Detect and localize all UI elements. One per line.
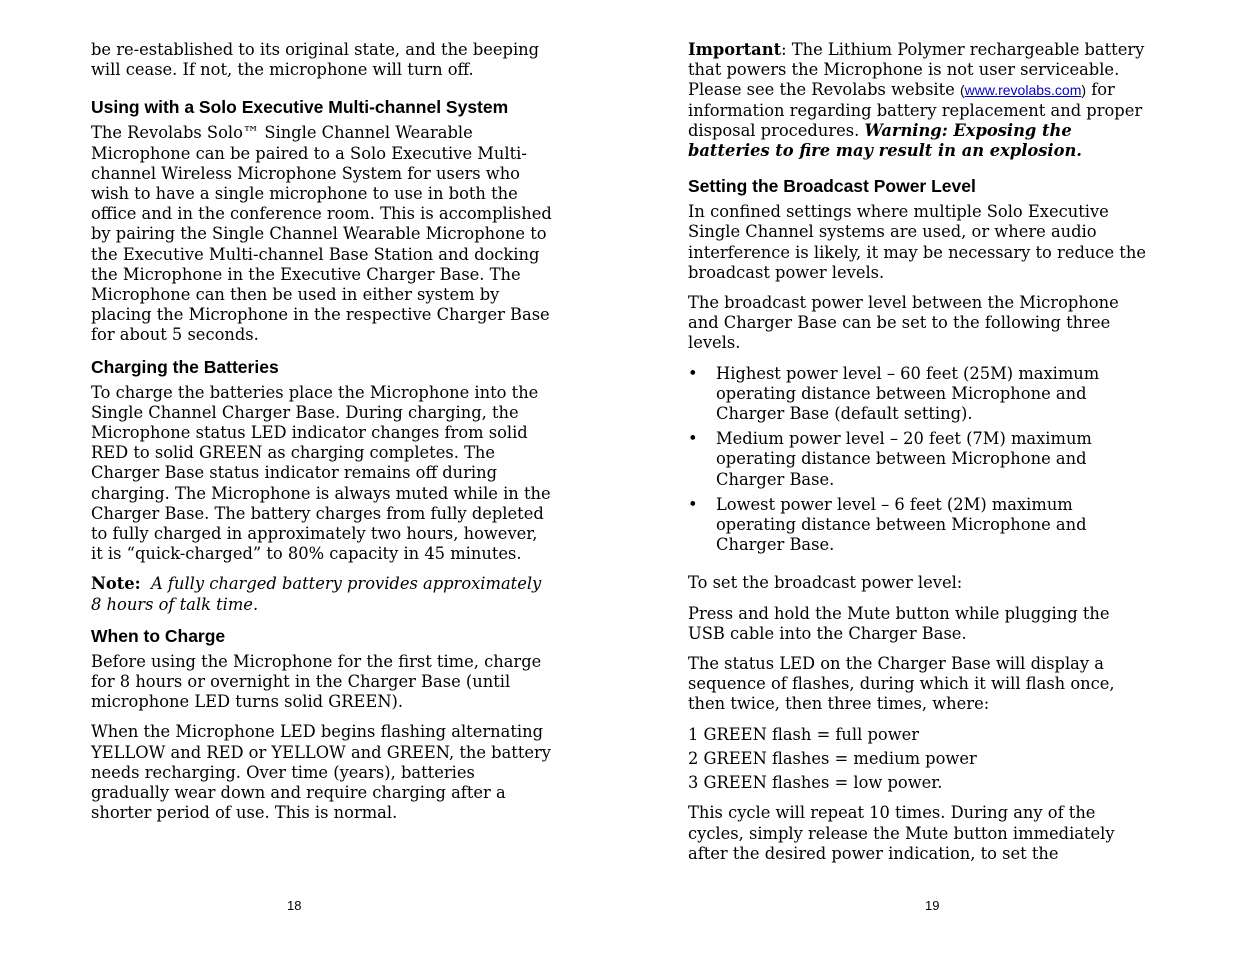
warning-text: Warning: Exposing the batteries to fire may result in an explosion.: [688, 120, 1082, 161]
revolabs-website-link[interactable]: www.revolabs.com: [964, 82, 1082, 99]
important-text-2: for information regarding battery replacement and proper disposal procedures.: [688, 80, 1143, 140]
section-heading-charging: Charging the Batteries: [91, 356, 279, 377]
status-led-paragraph: The status LED on the Charger Base will display a sequence of flashes, during which it will flash once, then twice, then three times, where:: [688, 654, 1115, 714]
paren-open: (: [959, 82, 965, 99]
important-text-1: : The Lithium Polymer rechargeable battery that powers the Microphone is not user serviceable. Please see the Revolabs website: [688, 40, 1145, 100]
left-page-column: [91, 40, 553, 834]
page-number-left: 18: [287, 898, 302, 913]
section-heading-broadcast-power: Setting the Broadcast Power Level: [688, 176, 976, 197]
note-text: A fully charged battery provides approximately 8 hours of talk time.: [91, 574, 542, 614]
bullet-icon: •: [688, 494, 698, 514]
flash-full-power: 1 GREEN flash = full power: [688, 724, 920, 744]
charging-paragraph: To charge the batteries place the Microphone into the Single Channel Charger Base. During charging, the Microphone status LED indicator changes from solid RED to solid GREEN as charging completes. The Charger Base status indicator remains off during charging. The Microphone is always muted while in the Charger Base. The battery charges from fully depleted to fully charged in approximately two hours, however, it is “quick-charged” to 80% capacity in 45 minutes.: [91, 382, 551, 564]
press-and-hold-paragraph: Press and hold the Mute button while plugging the USB cable into the Charger Base.: [688, 603, 1110, 643]
when-to-charge-paragraph-2: When the Microphone LED begins flashing alternating YELLOW and RED or YELLOW and GREEN, the battery needs recharging. Over time (years), batteries gradually wear down and require charging after a shorter period of use. This is normal.: [91, 722, 552, 823]
cycle-paragraph: This cycle will repeat 10 times. During any of the cycles, simply release the Mute button immediately after the desired power indication, to set the: [688, 803, 1115, 863]
important-paragraph: [688, 40, 1150, 161]
flash-low-power: 3 GREEN flashes = low power.: [688, 773, 943, 793]
continuation-paragraph: be re-established to its original state, and the beeping will cease. If not, the microphone will turn off.: [91, 40, 540, 80]
right-page-column: [688, 40, 1150, 874]
important-label: Important: [688, 40, 782, 59]
section-heading-solo-executive: Using with a Solo Executive Multi-channel System: [91, 97, 509, 118]
when-to-charge-paragraph-1: Before using the Microphone for the first time, charge for 8 hours or overnight in the Charger Base (until microphone LED turns solid GREEN).: [91, 651, 542, 712]
list-item: [688, 429, 1150, 490]
note-label: Note:: [91, 574, 141, 594]
paren-close: ): [1081, 82, 1087, 99]
broadcast-power-paragraph-2: The broadcast power level between the Microphone and Charger Base can be set to the following three levels.: [688, 293, 1119, 353]
to-set-paragraph: To set the broadcast power level:: [688, 573, 963, 593]
broadcast-power-paragraph-1: In confined settings where multiple Solo Executive Single Channel systems are used, or where audio interference is likely, it may be necessary to reduce the broadcast power levels.: [688, 202, 1146, 282]
list-item-text: Lowest power level – 6 feet (2M) maximum operating distance between Microphone and Charger Base.: [716, 494, 1087, 555]
list-item: [688, 364, 1150, 425]
solo-executive-paragraph: The Revolabs Solo™ Single Channel Wearable Microphone can be paired to a Solo Executive Multi-channel Wireless Microphone System for users who wish to have a single microphone to use in both the office and in the conference room. This is accomplished by pairing the Single Channel Wearable Microphone to the Executive Multi-channel Base Station and docking the Microphone in the Executive Charger Base. The Microphone can then be used in either system by placing the Microphone in the respective Charger Base for about 5 seconds.: [91, 123, 552, 345]
note-paragraph: [91, 574, 553, 614]
bullet-icon: •: [688, 363, 698, 383]
page-number-right: 19: [925, 898, 940, 913]
list-item: [688, 495, 1150, 556]
power-level-list: [688, 364, 1150, 556]
flash-medium-power: 2 GREEN flashes = medium power: [688, 748, 977, 768]
section-heading-when-to-charge: When to Charge: [91, 625, 226, 646]
bullet-icon: •: [688, 429, 698, 449]
list-item-text: Highest power level – 60 feet (25M) maximum operating distance between Microphone and Charger Base (default setting).: [716, 363, 1100, 424]
list-item-text: Medium power level – 20 feet (7M) maximum operating distance between Microphone and Charger Base.: [716, 429, 1092, 489]
